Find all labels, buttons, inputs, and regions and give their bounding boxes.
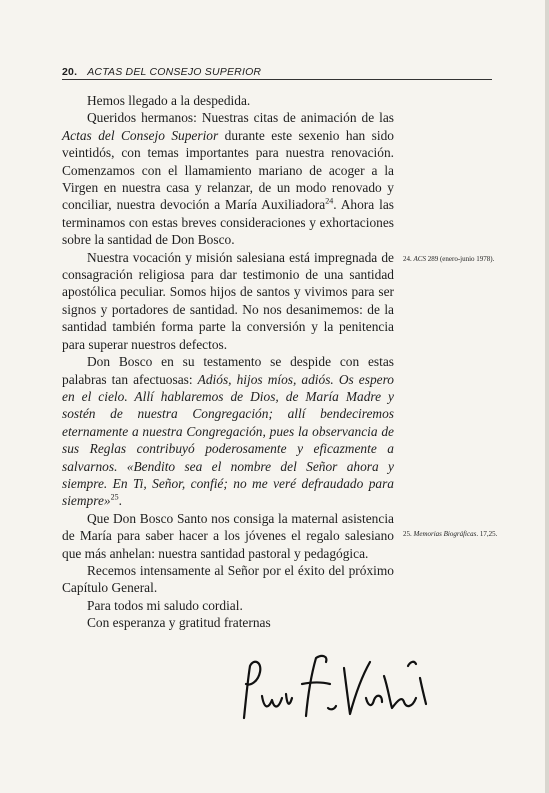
text-run: Don Bosco en su testamento se despide con estas palabras tan afectuosas: bbox=[62, 354, 394, 387]
italic-text: ACS bbox=[413, 255, 426, 263]
text-run: Nuestra vocación y misión salesiana está impregnada de consagración religiosa para dar testimonio de una santidad apostólica peculiar. Somos hijos de santos y vivimos para ser signos y portadores de santidad. No nos desanimemos: de la santidad también forma parte la conversión y la penitencia para superar nuestros defectos. bbox=[62, 249, 394, 352]
footnote-ref: 24 bbox=[325, 196, 334, 206]
paragraph-salute bbox=[62, 597, 394, 614]
text-run: durante este sexenio han sido veintidós, con temas importantes para nuestra renovación. Comenzamos con el llamamiento mariano de acoger a la Virgen en nuestra casa y relanzar, de un modo renovado y conciliar, nuestra devoción a María Auxiliadora bbox=[62, 127, 394, 213]
footnote-25 bbox=[403, 530, 523, 539]
text-run: Recemos intensamente al Señor por el éxito del próximo Capítulo General. bbox=[62, 562, 394, 596]
text-run: . bbox=[118, 493, 122, 509]
italic-text: Memorias Biográficas bbox=[413, 530, 477, 538]
running-header bbox=[62, 66, 492, 80]
paragraph-testament bbox=[62, 353, 394, 510]
text-run: . Ahora las terminamos con estas breves consideraciones y exhortaciones sobre la santidad de Don Bosco. bbox=[62, 197, 394, 248]
page-edge bbox=[545, 0, 549, 793]
paragraph-vocation bbox=[62, 249, 394, 353]
text-run: Que Don Bosco Santo nos consiga la maternal asistencia de María para saber hacer a los jóvenes el regalo salesiano que más anhelan: nuestra santidad pastoral y pedagógica. bbox=[62, 510, 394, 561]
footnote-ref: 25 bbox=[110, 492, 119, 502]
paragraph-closing bbox=[62, 614, 394, 631]
text-run: Queridos hermanos: Nuestras citas de animación de las bbox=[87, 110, 394, 126]
paragraph-prayer bbox=[62, 562, 394, 597]
text-run: Hemos llegado a la despedida. bbox=[87, 93, 251, 108]
footnote-24 bbox=[403, 255, 523, 264]
text-run: . 17,25. bbox=[476, 530, 498, 538]
main-text bbox=[62, 92, 394, 632]
text-run: Para todos mi saludo cordial. bbox=[87, 597, 243, 613]
italic-text: Actas del Consejo Superior bbox=[62, 127, 219, 143]
paragraph-assistance bbox=[62, 510, 394, 562]
handwritten-signature bbox=[232, 648, 432, 728]
page-number: 20. bbox=[62, 66, 78, 78]
text-run: 24. bbox=[403, 255, 414, 263]
running-title: ACTAS DEL CONSEJO SUPERIOR bbox=[87, 66, 262, 78]
text-run: 289 (enero-junio 1978). bbox=[425, 255, 495, 263]
paragraph-greeting bbox=[62, 109, 394, 248]
text-run: 25. bbox=[403, 530, 414, 538]
paragraph-farewell bbox=[62, 92, 394, 109]
text-run: Con esperanza y gratitud fraternas bbox=[87, 615, 271, 631]
italic-text: Adiós, hijos míos, adiós. Os espero en el cielo. Allí hablaremos de Dios, de María Madre y sostén de nuestra Congregación; allí bendeciremos eternamente a nuestra Congregación, pues la observancia de sus Reglas contribuyó poderosamente y eficazmente a salvarnos. «Bendito sea el nombre del Señor ahora y siempre. En Ti, Señor, confié; no me veré defraudado para siempre» bbox=[62, 371, 394, 509]
